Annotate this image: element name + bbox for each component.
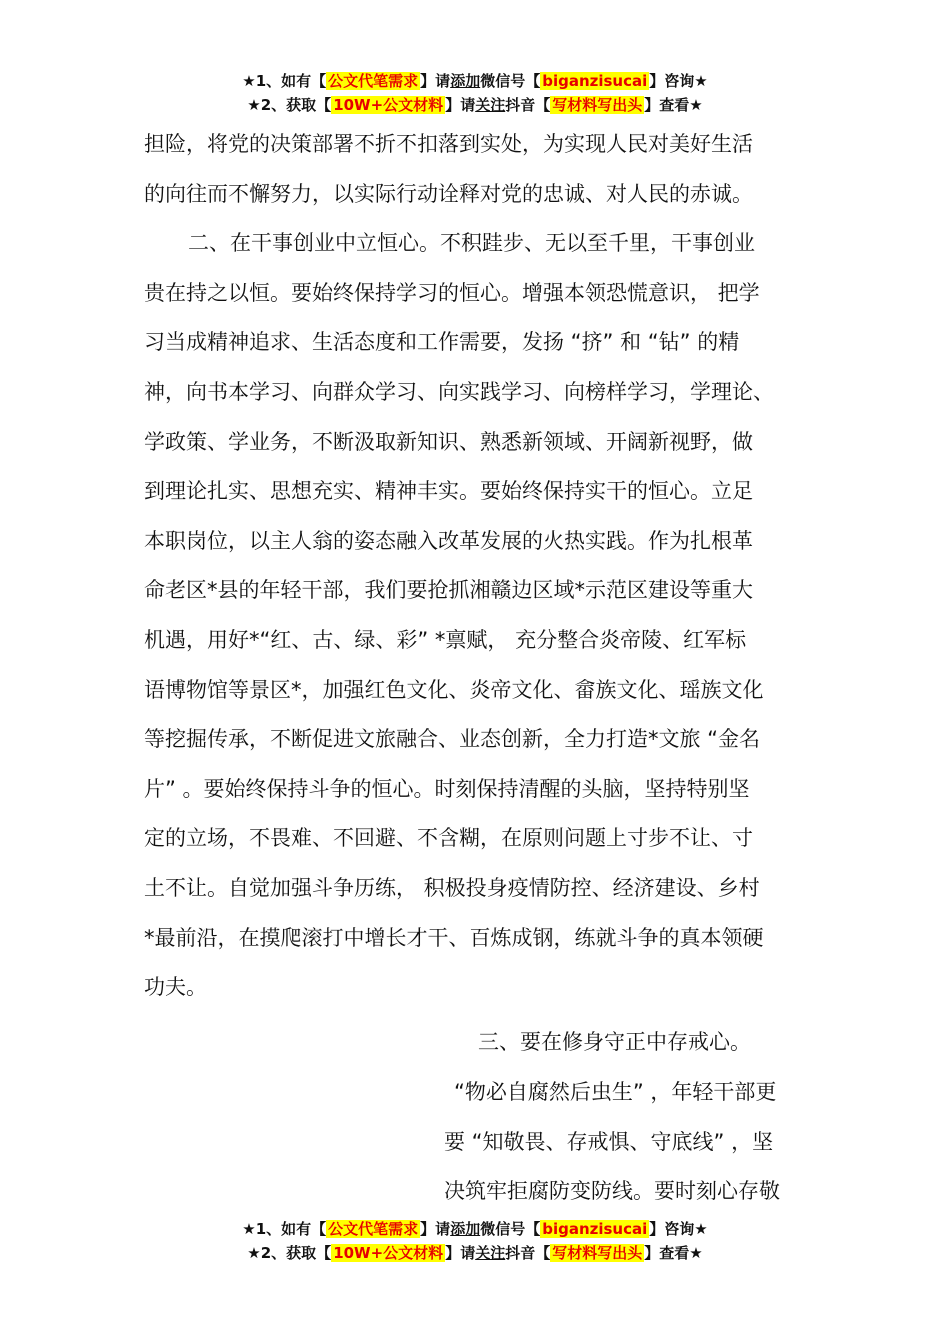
banner-line-2 (0, 1242, 950, 1266)
banner-text: 】请 (420, 72, 451, 90)
highlight-materials: 10W+公文材料 (333, 1244, 444, 1262)
body-line: 习当成精神追求、生活态度和工作需要，发扬 “挤” 和 “钻” 的精 (144, 330, 740, 355)
body-line: *最前沿，在摸爬滚打中增长才干、百炼成钢，练就斗争的真本领硬 (144, 925, 764, 950)
banner-text: ★1、如有【 (242, 1220, 327, 1238)
header-banner-top (0, 70, 950, 118)
body-line: 到理论扎实、思想充实、精神丰实。要始终保持实干的恒心。立足 (144, 479, 753, 504)
body-line: 神，向书本学习、向群众学习、向实践学习、向榜样学习，学理论、 (144, 379, 774, 404)
body-line: 机遇，用好*“红、古、绿、彩” *禀赋， 充分整合炎帝陵、红军标 (144, 627, 747, 652)
banner-text: 添加 (450, 1220, 481, 1238)
banner-line-1 (0, 1218, 950, 1242)
banner-text: 】查看★ (644, 96, 703, 114)
document-body (144, 120, 812, 1013)
body-line: 片” 。要始终保持斗争的恒心。时刻保持清醒的头脑，坚持特别坚 (144, 776, 750, 801)
section-3-heading: 三、要在修身守正中存戒心。 (478, 1030, 751, 1054)
highlight-douyin-id: 写材料写出头 (552, 96, 643, 114)
body-line: 学政策、学业务，不断汲取新知识、熟悉新领域、开阔新视野，做 (144, 429, 753, 454)
banner-text: 关注 (475, 1244, 506, 1262)
highlight-service: 公文代笔需求 (328, 1220, 419, 1238)
banner-text: 】咨询★ (649, 1220, 708, 1238)
banner-text: 微信号【 (480, 72, 541, 90)
banner-text: 抖音【 (505, 96, 551, 114)
body-line: 担险，将党的决策部署不折不扣落到实处，为实现人民对美好生活 (144, 132, 753, 156)
banner-text: ★2、获取【 (247, 1244, 332, 1262)
body-line: 土不让。自觉加强斗争历练， 积极投身疫情防控、经济建设、乡村 (144, 875, 760, 900)
banner-text: ★1、如有【 (242, 72, 327, 90)
highlight-service: 公文代笔需求 (328, 72, 419, 90)
banner-text: 抖音【 (505, 1244, 551, 1262)
highlight-douyin-id: 写材料写出头 (552, 1244, 643, 1262)
body-line: 定的立场，不畏难、不回避、不含糊，在原则问题上寸步不让、寸 (144, 826, 753, 851)
banner-text: 关注 (475, 96, 506, 114)
banner-text: 】请 (420, 1220, 451, 1238)
body-line: 命老区*县的年轻干部，我们要抢抓湘赣边区域*示范区建设等重大 (144, 578, 753, 603)
body-line: 本职岗位，以主人翁的姿态融入改革发展的火热实践。作为扎根革 (144, 528, 753, 553)
banner-text: 】请 (445, 1244, 476, 1262)
banner-text: ★2、获取【 (247, 96, 332, 114)
highlight-wechat-id: biganzisucai (542, 72, 648, 90)
banner-text: 微信号【 (480, 1220, 541, 1238)
section-3-body (444, 1068, 814, 1217)
body-line: “物必自腐然后虫生” ，年轻干部更 (454, 1080, 777, 1104)
highlight-materials: 10W+公文材料 (333, 96, 444, 114)
banner-text: 】请 (445, 96, 476, 114)
banner-text: 添加 (450, 72, 481, 90)
banner-text: 】查看★ (644, 1244, 703, 1262)
header-banner-bottom (0, 1218, 950, 1266)
highlight-wechat-id: biganzisucai (542, 1220, 648, 1238)
section-2-heading-line: 二、在干事创业中立恒心。不积跬步、无以至千里，干事创业 (188, 231, 755, 256)
body-line: 等挖掘传承，不断促进文旅融合、业态创新，全力打造*文旅 “金名 (144, 727, 761, 752)
body-line: 要 “知敬畏、存戒惧、守底线” ，坚 (444, 1129, 774, 1154)
body-line: 语博物馆等景区*，加强红色文化、炎帝文化、畲族文化、瑶族文化 (144, 677, 764, 702)
banner-text: 】咨询★ (649, 72, 708, 90)
banner-line-2 (0, 94, 950, 118)
body-line: 的向往而不懈努力，以实际行动诠释对党的忠诚、对人民的赤诚。 (144, 181, 753, 206)
body-line: 功夫。 (144, 975, 207, 1000)
body-line: 决筑牢拒腐防变防线。要时刻心存敬 (444, 1179, 780, 1204)
banner-line-1 (0, 70, 950, 94)
body-line: 贵在持之以恒。要始终保持学习的恒心。增强本领恐慌意识， 把学 (144, 280, 760, 305)
